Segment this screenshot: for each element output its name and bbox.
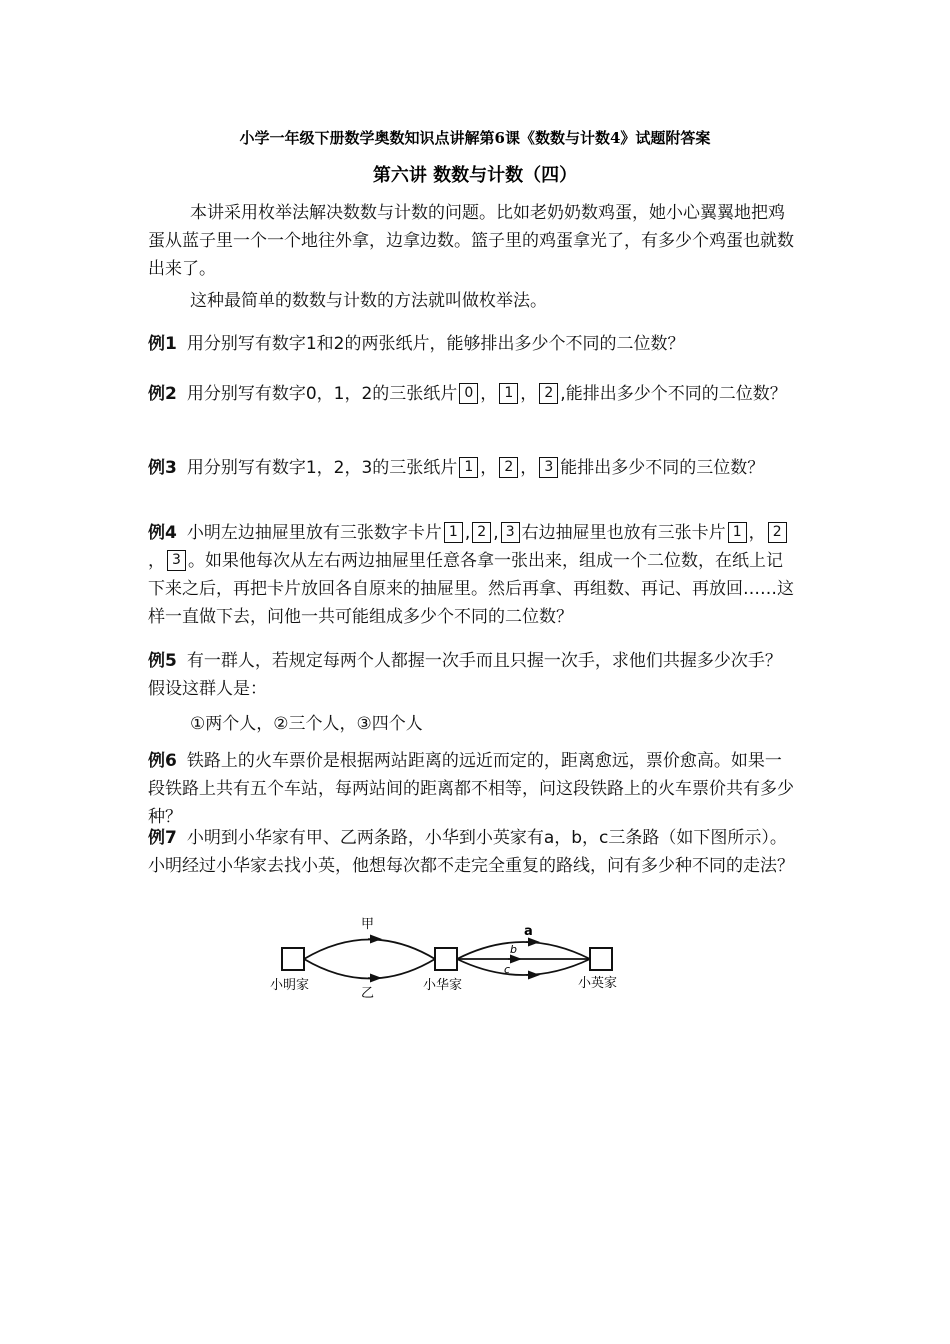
house-node-xiaoying	[590, 948, 612, 970]
number-card: 3	[501, 522, 520, 543]
number-card: 0	[459, 383, 478, 404]
route-label-b: b	[510, 943, 517, 956]
number-card: 3	[167, 550, 186, 571]
example-label: 例1	[148, 334, 177, 354]
example-text: 右边抽屉里也放有三张卡片	[521, 523, 726, 543]
route-jia-path	[304, 940, 435, 960]
number-card: 1	[459, 457, 478, 478]
example-3: 例3 用分别写有数字1，2，3的三张纸片 1 ， 2 ， 3 能排出多少不同的三位数？	[148, 458, 765, 478]
example-4: 例4 小明左边抽屉里放有三张数字卡片 1 , 2 , 3 右边抽屉里也放有三张卡片 1 ， 2， 3 。如果他每次从左右两边抽屉里任意各拿一张出来，组成一个二位数，在纸上记下来之后，再把卡片放回各自原来的抽屉里。然后再拿、再组数、再记、再放回……这样一直做下去，问他一共可能组成多少个不同的二位数？	[148, 523, 794, 627]
example-2: 例2 用分别写有数字0，1，2的三张纸片 0 ， 1 ， 2 ,能排出多少个不同的二位数？	[148, 384, 787, 404]
number-card: 1	[444, 522, 463, 543]
example-label: 例6	[148, 751, 177, 771]
example-label: 例3	[148, 458, 177, 478]
node-label-xiaoying: 小英家	[578, 976, 618, 991]
house-node-xiaohua	[435, 948, 457, 970]
node-label-xiaoming: 小明家	[270, 978, 310, 993]
example-text: 能排出多少个不同的二位数？	[565, 384, 787, 404]
example-label: 例4	[148, 523, 177, 543]
example-label: 例2	[148, 384, 177, 404]
example-text: 用分别写有数字1，2，3的三张纸片	[186, 458, 458, 478]
route-label-yi: 乙	[361, 986, 375, 1000]
route-a-path	[457, 942, 590, 959]
example-text: 铁路上的火车票价是根据两站距离的远近而定的，距离愈远，票价愈高。如果一段铁路上共有五个车站，每两站间的距离都不相等，问这段铁路上的火车票价共有多少种？	[148, 751, 794, 827]
number-card: 1	[728, 522, 747, 543]
number-card: 2	[472, 522, 491, 543]
intro-paragraph-method: 这种最简单的数数与计数的方法就叫做枚举法。	[190, 291, 547, 311]
example-label: 例5	[148, 651, 177, 671]
number-card: 2	[768, 522, 787, 543]
route-c-path	[457, 959, 590, 975]
intro-paragraph: 本讲采用枚举法解决数数与计数的问题。比如老奶奶数鸡蛋，她小心翼翼地把鸡蛋从蓝子里一个一个地往外拿，边拿边数。篮子里的鸡蛋拿光了，有多少个鸡蛋也就数出来了。	[148, 203, 794, 279]
number-card: 1	[499, 383, 518, 404]
route-diagram	[260, 915, 640, 1000]
example-text: 能排出多少不同的三位数？	[560, 458, 765, 478]
number-card: 3	[539, 457, 558, 478]
example-label: 例7	[148, 828, 177, 848]
example-6	[148, 747, 798, 831]
house-node-xiaoming	[282, 948, 304, 970]
example-text: 。如果他每次从左右两边抽屉里任意各拿一张出来，组成一个二位数，在纸上记下来之后，再把卡片放回各自原来的抽屉里。然后再拿、再组数、再记、再放回……这样一直做下去，问他一共可能组成多少个不同的二位数？	[148, 551, 794, 627]
example-text: 有一群人，若规定每两个人都握一次手而且只握一次手，求他们共握多少次手？假设这群人是：	[148, 651, 782, 699]
route-label-c: c	[504, 963, 511, 976]
lecture-title: 第六讲 数数与计数（四）	[372, 165, 578, 186]
example-text: 用分别写有数字1和2的两张纸片，能够排出多少个不同的二位数？	[186, 334, 685, 354]
example-text: 小明到小华家有甲、乙两条路，小华到小英家有a，b，c三条路（如下图所示）。小明经过小华家去找小英，他想每次都不走完全重复的路线，问有多少种不同的走法？	[148, 828, 794, 876]
route-label-a: a	[524, 924, 533, 939]
number-card: 2	[499, 457, 518, 478]
route-yi-path	[304, 959, 435, 979]
example-7	[148, 824, 798, 880]
example-1	[148, 330, 798, 358]
node-label-xiaohua: 小华家	[423, 978, 463, 993]
example-text: 用分别写有数字0，1，2的三张纸片	[186, 384, 458, 404]
route-label-jia: 甲	[361, 917, 375, 932]
document-title: 小学一年级下册数学奥数知识点讲解第6课《数数与计数4》试题附答案	[239, 129, 711, 147]
number-card: 2	[539, 383, 558, 404]
example-5-options: ①两个人，②三个人，③四个人	[190, 714, 423, 734]
example-text: 小明左边抽屉里放有三张数字卡片	[186, 523, 442, 543]
example-5	[148, 647, 798, 703]
